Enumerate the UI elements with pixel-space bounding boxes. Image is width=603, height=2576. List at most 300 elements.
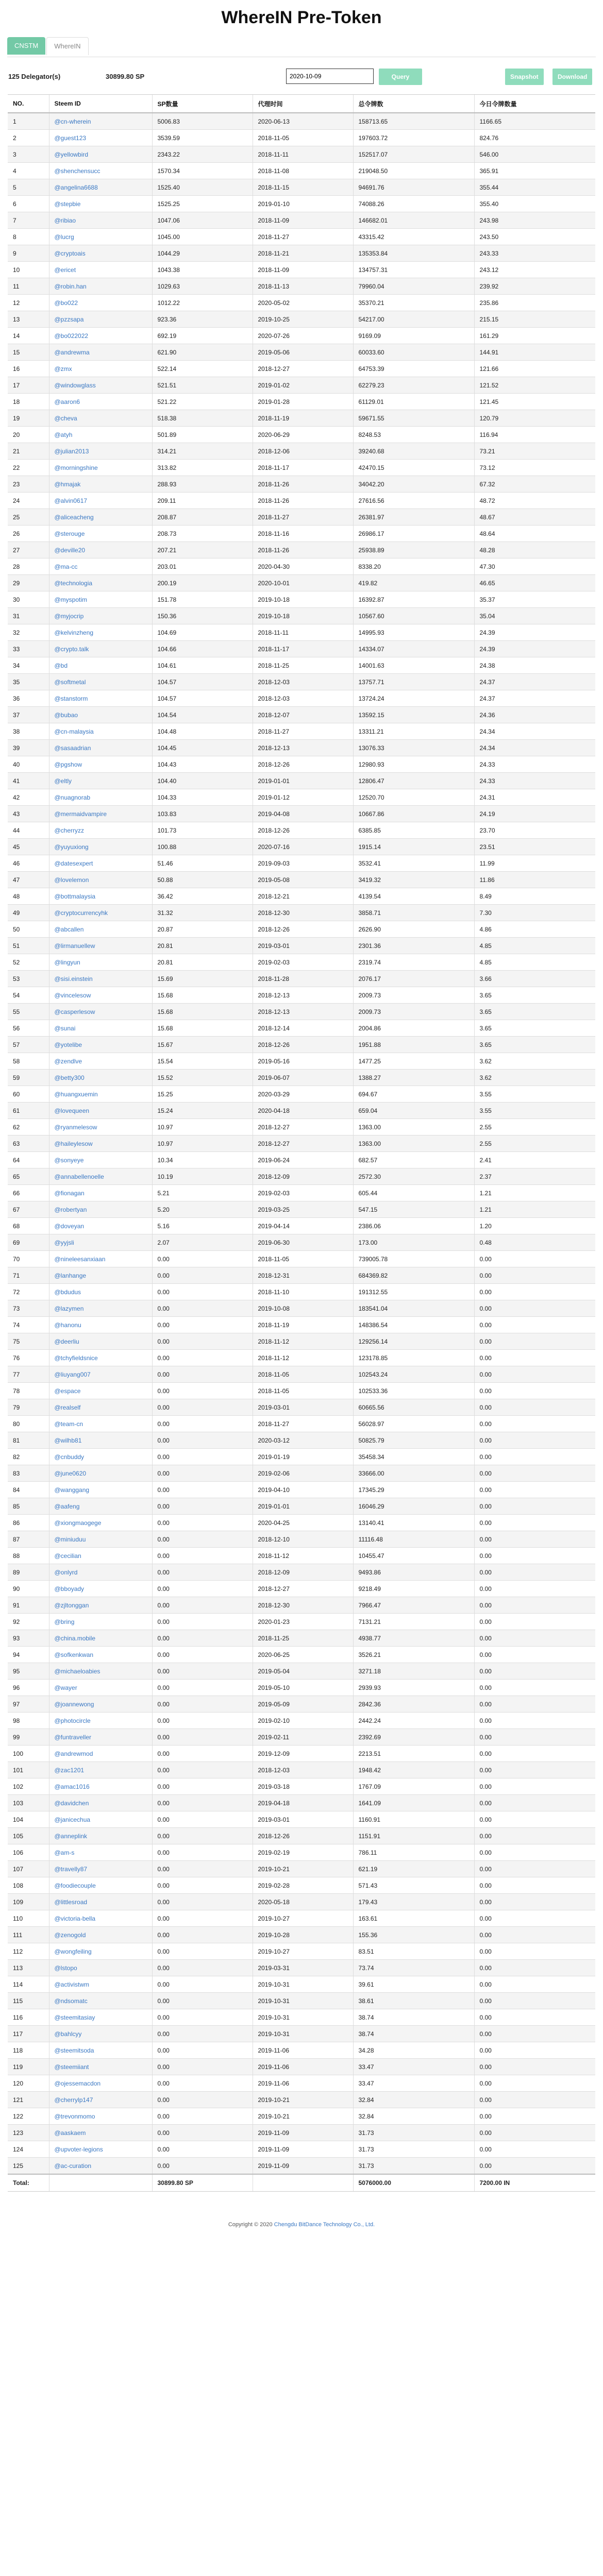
row-no: 48 xyxy=(8,888,49,905)
row-today-tokens: 0.00 xyxy=(474,1333,595,1350)
row-total-tokens: 219048.50 xyxy=(353,163,474,179)
steem-id-link[interactable]: @andrewmod xyxy=(54,1750,93,1757)
row-today-tokens: 0.00 xyxy=(474,1828,595,1844)
row-date: 2018-11-17 xyxy=(253,641,353,657)
row-date: 2019-10-31 xyxy=(253,1976,353,1993)
steem-id-link[interactable]: @pgshow xyxy=(54,760,82,768)
row-no: 106 xyxy=(8,1844,49,1861)
row-no: 34 xyxy=(8,657,49,674)
steem-id-link[interactable]: @amac1016 xyxy=(54,1783,90,1790)
steem-id-cell xyxy=(49,130,152,146)
steem-id-link[interactable]: @zmx xyxy=(54,365,72,372)
steem-id-link[interactable]: @myjocrip xyxy=(54,612,84,620)
steem-id-link[interactable]: @wanggang xyxy=(54,1486,90,1494)
row-date: 2018-12-21 xyxy=(253,888,353,905)
row-no: 53 xyxy=(8,971,49,987)
steem-id-link[interactable]: @sunai xyxy=(54,1024,76,1032)
steem-id-link[interactable]: @hmajak xyxy=(54,480,81,488)
steem-id-link[interactable]: @yotelibe xyxy=(54,1041,82,1048)
steem-id-link[interactable]: @cecilian xyxy=(54,1552,81,1560)
row-sp: 0.00 xyxy=(152,1910,253,1927)
table-row xyxy=(8,146,595,163)
steem-id-link[interactable]: @lazymen xyxy=(54,1304,84,1312)
steem-id-link[interactable]: @sonyeye xyxy=(54,1156,84,1164)
table-row xyxy=(8,1366,595,1383)
steem-id-link[interactable]: @shenchensucc xyxy=(54,167,100,175)
steem-id-cell xyxy=(49,2108,152,2125)
steem-id-link[interactable]: @softmetal xyxy=(54,678,86,686)
download-button[interactable]: Download xyxy=(552,69,592,85)
row-date: 2018-11-05 xyxy=(253,1251,353,1267)
row-total-tokens: 34042.20 xyxy=(353,476,474,493)
steem-id-link[interactable]: @doveyan xyxy=(54,1222,85,1230)
row-no: 122 xyxy=(8,2108,49,2125)
row-today-tokens: 3.66 xyxy=(474,971,595,987)
row-today-tokens: 23.70 xyxy=(474,822,595,839)
row-no: 104 xyxy=(8,1811,49,1828)
steem-id-cell xyxy=(49,212,152,229)
row-no: 110 xyxy=(8,1910,49,1927)
steem-id-link[interactable]: @davidchen xyxy=(54,1799,89,1807)
tab-wherein[interactable]: WhereIN xyxy=(46,37,88,55)
row-sp: 0.00 xyxy=(152,1548,253,1564)
row-total-tokens: 32.84 xyxy=(353,2108,474,2125)
row-no: 95 xyxy=(8,1663,49,1680)
row-date: 2019-06-07 xyxy=(253,1070,353,1086)
steem-id-link[interactable]: @huangxuemin xyxy=(54,1090,98,1098)
steem-id-link[interactable]: @cnbuddy xyxy=(54,1453,85,1461)
steem-id-link[interactable]: @wilhb81 xyxy=(54,1436,82,1444)
steem-id-link[interactable]: @anneplink xyxy=(54,1832,88,1840)
row-no: 73 xyxy=(8,1300,49,1317)
steem-id-link[interactable]: @wayer xyxy=(54,1684,77,1691)
steem-id-link[interactable]: @cherryzz xyxy=(54,826,85,834)
row-sp: 207.21 xyxy=(152,542,253,558)
steem-id-cell xyxy=(49,2075,152,2092)
row-no: 120 xyxy=(8,2075,49,2092)
table-row xyxy=(8,839,595,855)
steem-id-link[interactable]: @am-s xyxy=(54,1849,75,1856)
row-total-tokens: 1363.00 xyxy=(353,1119,474,1136)
steem-id-link[interactable]: @deerliu xyxy=(54,1337,79,1345)
table-row xyxy=(8,2026,595,2042)
steem-id-link[interactable]: @cherrylp147 xyxy=(54,2096,93,2104)
row-total-tokens: 27616.56 xyxy=(353,493,474,509)
steem-id-link[interactable]: @pzzsapa xyxy=(54,315,84,323)
steem-id-link[interactable]: @technologia xyxy=(54,579,93,587)
steem-id-link[interactable]: @morningshine xyxy=(54,464,98,471)
steem-id-cell xyxy=(49,888,152,905)
table-row xyxy=(8,1877,595,1894)
row-total-tokens: 1951.88 xyxy=(353,1037,474,1053)
row-today-tokens: 121.52 xyxy=(474,377,595,394)
steem-id-link[interactable]: @team-cn xyxy=(54,1420,83,1428)
steem-id-cell xyxy=(49,690,152,707)
steem-id-link[interactable]: @steemitasiay xyxy=(54,2013,95,2021)
table-row xyxy=(8,262,595,278)
steem-id-link[interactable]: @robertyan xyxy=(54,1206,87,1213)
steem-id-link[interactable]: @yuyuxiong xyxy=(54,843,89,851)
steem-id-link[interactable]: @windowglass xyxy=(54,381,96,389)
steem-id-link[interactable]: @bdudus xyxy=(54,1288,81,1296)
row-today-tokens: 243.33 xyxy=(474,245,595,262)
row-total-tokens: 7131.21 xyxy=(353,1614,474,1630)
row-sp: 0.00 xyxy=(152,1531,253,1548)
row-date: 2018-12-03 xyxy=(253,674,353,690)
steem-id-link[interactable]: @espace xyxy=(54,1387,81,1395)
row-date: 2018-11-05 xyxy=(253,130,353,146)
row-no: 71 xyxy=(8,1267,49,1284)
steem-id-link[interactable]: @andrewma xyxy=(54,348,90,356)
steem-id-link[interactable]: @trevonmomo xyxy=(54,2112,95,2120)
steem-id-link[interactable]: @mermaidvampire xyxy=(54,810,107,818)
steem-id-link[interactable]: @lovequeen xyxy=(54,1107,90,1114)
steem-id-link[interactable]: @ma-cc xyxy=(54,563,78,570)
steem-id-link[interactable]: @aaron6 xyxy=(54,398,80,405)
row-date: 2018-11-05 xyxy=(253,1383,353,1399)
row-today-tokens: 0.00 xyxy=(474,1267,595,1284)
table-row xyxy=(8,1993,595,2009)
steem-id-cell xyxy=(49,921,152,938)
row-no: 79 xyxy=(8,1399,49,1416)
steem-id-cell xyxy=(49,707,152,723)
total-label: Total: xyxy=(8,2174,49,2192)
row-no: 74 xyxy=(8,1317,49,1333)
steem-id-link[interactable]: @atyh xyxy=(54,431,73,438)
steem-id-link[interactable]: @photocircle xyxy=(54,1717,91,1724)
snapshot-button[interactable]: Snapshot xyxy=(505,69,544,85)
row-date: 2018-12-27 xyxy=(253,1119,353,1136)
row-no: 58 xyxy=(8,1053,49,1070)
row-no: 41 xyxy=(8,773,49,789)
steem-id-link[interactable]: @xiongmaogege xyxy=(54,1519,102,1527)
steem-id-cell xyxy=(49,1778,152,1795)
row-today-tokens: 0.00 xyxy=(474,1383,595,1399)
steem-id-link[interactable]: @yellowbird xyxy=(54,150,89,158)
row-today-tokens: 24.36 xyxy=(474,707,595,723)
steem-id-link[interactable]: @aaskaem xyxy=(54,2129,86,2137)
steem-id-link[interactable]: @ryanmelesow xyxy=(54,1123,97,1131)
steem-id-link[interactable]: @datesexpert xyxy=(54,859,93,867)
steem-id-cell xyxy=(49,295,152,311)
row-today-tokens: 0.00 xyxy=(474,1927,595,1943)
steem-id-link[interactable]: @aafeng xyxy=(54,1502,80,1510)
row-today-tokens: 0.00 xyxy=(474,1647,595,1663)
steem-id-link[interactable]: @cheva xyxy=(54,414,77,422)
steem-id-link[interactable]: @ndsomatc xyxy=(54,1997,88,2005)
steem-id-link[interactable]: @bboyady xyxy=(54,1585,85,1592)
row-date: 2020-04-18 xyxy=(253,1103,353,1119)
steem-id-link[interactable]: @hanonu xyxy=(54,1321,81,1329)
steem-id-link[interactable]: @foodiecouple xyxy=(54,1882,96,1889)
steem-id-link[interactable]: @cryptocurrencyhk xyxy=(54,909,108,917)
table-row xyxy=(8,954,595,971)
row-sp: 0.00 xyxy=(152,1927,253,1943)
table-body xyxy=(8,113,595,2174)
table-row xyxy=(8,905,595,921)
row-today-tokens: 0.00 xyxy=(474,1614,595,1630)
steem-id-link[interactable]: @lirmanuellew xyxy=(54,942,95,950)
row-date: 2020-03-12 xyxy=(253,1432,353,1449)
total-empty-date xyxy=(253,2174,353,2192)
table-row xyxy=(8,1416,595,1432)
steem-id-link[interactable]: @lanhange xyxy=(54,1272,87,1279)
table-row xyxy=(8,1103,595,1119)
steem-id-link[interactable]: @bo022 xyxy=(54,299,78,307)
steem-id-cell xyxy=(49,1828,152,1844)
row-sp: 104.57 xyxy=(152,690,253,707)
steem-id-link[interactable]: @abcallen xyxy=(54,925,84,933)
steem-id-link[interactable]: @sterouge xyxy=(54,530,85,537)
steem-id-link[interactable]: @activistwm xyxy=(54,1980,90,1988)
steem-id-cell xyxy=(49,2141,152,2158)
company-link[interactable]: Chengdu BitDance Technology Co., Ltd. xyxy=(274,2222,375,2228)
steem-id-link[interactable]: @victoria-bella xyxy=(54,1914,96,1922)
row-today-tokens: 2.55 xyxy=(474,1136,595,1152)
row-no: 99 xyxy=(8,1729,49,1745)
row-sp: 0.00 xyxy=(152,2158,253,2175)
steem-id-link[interactable]: @kelvinzheng xyxy=(54,629,94,636)
steem-id-link[interactable]: @zjltonggan xyxy=(54,1601,89,1609)
row-sp: 0.00 xyxy=(152,2009,253,2026)
table-row xyxy=(8,756,595,773)
steem-id-link[interactable]: @stanstorm xyxy=(54,694,88,702)
table-row xyxy=(8,1185,595,1201)
steem-id-cell xyxy=(49,1713,152,1729)
row-sp: 0.00 xyxy=(152,1432,253,1449)
row-sp: 0.00 xyxy=(152,2075,253,2092)
row-no: 24 xyxy=(8,493,49,509)
table-row xyxy=(8,872,595,888)
steem-id-link[interactable]: @michaeloabies xyxy=(54,1667,100,1675)
steem-id-link[interactable]: @janicechua xyxy=(54,1816,91,1823)
row-no: 43 xyxy=(8,806,49,822)
steem-id-link[interactable]: @yyjsli xyxy=(54,1239,74,1246)
row-no: 125 xyxy=(8,2158,49,2175)
steem-id-link[interactable]: @crypto.talk xyxy=(54,645,89,653)
row-total-tokens: 17345.29 xyxy=(353,1482,474,1498)
steem-id-link[interactable]: @bubao xyxy=(54,711,78,719)
row-date: 2019-03-31 xyxy=(253,1960,353,1976)
steem-id-link[interactable]: @alvin0617 xyxy=(54,497,88,504)
steem-id-link[interactable]: @annabellenoelle xyxy=(54,1173,104,1180)
steem-id-link[interactable]: @deville20 xyxy=(54,546,86,554)
row-total-tokens: 14001.63 xyxy=(353,657,474,674)
row-no: 118 xyxy=(8,2042,49,2059)
row-date: 2018-11-09 xyxy=(253,262,353,278)
row-total-tokens: 1151.91 xyxy=(353,1828,474,1844)
steem-id-link[interactable]: @lstopo xyxy=(54,1964,77,1972)
steem-id-cell xyxy=(49,427,152,443)
row-today-tokens: 0.00 xyxy=(474,1993,595,2009)
row-no: 32 xyxy=(8,624,49,641)
row-sp: 104.48 xyxy=(152,723,253,740)
row-date: 2019-10-28 xyxy=(253,1927,353,1943)
row-total-tokens: 129256.14 xyxy=(353,1333,474,1350)
row-total-tokens: 179.43 xyxy=(353,1894,474,1910)
row-total-tokens: 13724.24 xyxy=(353,690,474,707)
steem-id-link[interactable]: @zenogold xyxy=(54,1931,86,1939)
steem-id-link[interactable]: @zac1201 xyxy=(54,1766,85,1774)
row-date: 2018-11-27 xyxy=(253,509,353,526)
row-date: 2019-04-08 xyxy=(253,806,353,822)
steem-id-link[interactable]: @joannewong xyxy=(54,1700,94,1708)
table-row xyxy=(8,245,595,262)
steem-id-link[interactable]: @lingyun xyxy=(54,958,80,966)
row-sp: 20.87 xyxy=(152,921,253,938)
steem-id-link[interactable]: @funtraveller xyxy=(54,1733,92,1741)
row-date: 2019-05-04 xyxy=(253,1663,353,1680)
date-input[interactable] xyxy=(286,69,374,84)
row-sp: 314.21 xyxy=(152,443,253,460)
row-date: 2018-11-19 xyxy=(253,410,353,427)
steem-id-link[interactable]: @bottmalaysia xyxy=(54,892,96,900)
steem-id-link[interactable]: @china.mobile xyxy=(54,1634,96,1642)
row-no: 105 xyxy=(8,1828,49,1844)
steem-id-link[interactable]: @bahlcyy xyxy=(54,2030,82,2038)
steem-id-link[interactable]: @betty300 xyxy=(54,1074,85,1081)
row-no: 60 xyxy=(8,1086,49,1103)
row-today-tokens: 239.92 xyxy=(474,278,595,295)
table-row xyxy=(8,2158,595,2175)
steem-id-cell xyxy=(49,1515,152,1531)
row-today-tokens: 0.00 xyxy=(474,1581,595,1597)
steem-id-link[interactable]: @ribiao xyxy=(54,216,76,224)
steem-id-link[interactable]: @sasaadrian xyxy=(54,744,91,752)
steem-id-cell xyxy=(49,146,152,163)
steem-id-link[interactable]: @vincelesow xyxy=(54,991,91,999)
steem-id-link[interactable]: @cn-wherein xyxy=(54,117,91,125)
steem-id-link[interactable]: @casperlesow xyxy=(54,1008,95,1015)
steem-id-link[interactable]: @cn-malaysia xyxy=(54,727,94,735)
steem-id-link[interactable]: @zendlve xyxy=(54,1057,82,1065)
steem-id-link[interactable]: @aliceacheng xyxy=(54,513,94,521)
steem-id-link[interactable]: @littlesroad xyxy=(54,1898,88,1906)
table-row xyxy=(8,163,595,179)
row-total-tokens: 33.47 xyxy=(353,2059,474,2075)
steem-id-link[interactable]: @haileylesow xyxy=(54,1140,93,1147)
table-row xyxy=(8,921,595,938)
steem-id-link[interactable]: @steemiiant xyxy=(54,2063,89,2071)
tab-cnstm[interactable]: CNSTM xyxy=(7,37,45,55)
steem-id-link[interactable]: @sisi.einstein xyxy=(54,975,93,982)
steem-id-link[interactable]: @angelina6688 xyxy=(54,183,98,191)
steem-id-link[interactable]: @lovelemon xyxy=(54,876,89,884)
row-no: 81 xyxy=(8,1432,49,1449)
steem-id-link[interactable]: @nineleesanxiaan xyxy=(54,1255,106,1263)
table-row xyxy=(8,888,595,905)
row-sp: 0.00 xyxy=(152,1877,253,1894)
row-date: 2018-11-19 xyxy=(253,1317,353,1333)
row-sp: 0.00 xyxy=(152,1993,253,2009)
row-date: 2020-04-25 xyxy=(253,1515,353,1531)
query-button[interactable]: Query xyxy=(379,69,422,85)
steem-id-cell xyxy=(49,1399,152,1416)
steem-id-link[interactable]: @tchyfieldsnice xyxy=(54,1354,98,1362)
row-today-tokens: 0.00 xyxy=(474,1564,595,1581)
row-sp: 1012.22 xyxy=(152,295,253,311)
steem-id-link[interactable]: @ojessemacdon xyxy=(54,2079,101,2087)
row-total-tokens: 62279.23 xyxy=(353,377,474,394)
steem-id-link[interactable]: @bo022022 xyxy=(54,332,89,340)
row-no: 103 xyxy=(8,1795,49,1811)
steem-id-link[interactable]: @bd xyxy=(54,662,68,669)
steem-id-link[interactable]: @liuyang007 xyxy=(54,1370,91,1378)
steem-id-link[interactable]: @onlyrd xyxy=(54,1568,78,1576)
row-today-tokens: 47.30 xyxy=(474,558,595,575)
row-today-tokens: 243.50 xyxy=(474,229,595,245)
steem-id-link[interactable]: @cryptoais xyxy=(54,249,86,257)
steem-id-link[interactable]: @realself xyxy=(54,1403,81,1411)
row-sp: 1525.40 xyxy=(152,179,253,196)
steem-id-cell xyxy=(49,773,152,789)
row-sp: 20.81 xyxy=(152,938,253,954)
row-today-tokens: 2.41 xyxy=(474,1152,595,1168)
steem-id-link[interactable]: @fionagan xyxy=(54,1189,85,1197)
steem-id-link[interactable]: @miniuduu xyxy=(54,1535,86,1543)
steem-id-link[interactable]: @eltly xyxy=(54,777,72,785)
row-today-tokens: 161.29 xyxy=(474,328,595,344)
table-row xyxy=(8,2108,595,2125)
table-row xyxy=(8,1647,595,1663)
row-total-tokens: 35370.21 xyxy=(353,295,474,311)
steem-id-link[interactable]: @sofkenkwan xyxy=(54,1651,94,1658)
steem-id-link[interactable]: @stepbie xyxy=(54,200,81,208)
steem-id-cell xyxy=(49,2125,152,2141)
row-date: 2020-10-01 xyxy=(253,575,353,591)
row-date: 2018-11-15 xyxy=(253,179,353,196)
steem-id-link[interactable]: @guest123 xyxy=(54,134,87,142)
row-total-tokens: 14334.07 xyxy=(353,641,474,657)
table-row xyxy=(8,542,595,558)
row-date: 2019-11-09 xyxy=(253,2125,353,2141)
steem-id-link[interactable]: @june0620 xyxy=(54,1469,87,1477)
row-sp: 0.00 xyxy=(152,1449,253,1465)
row-today-tokens: 0.00 xyxy=(474,1960,595,1976)
total-empty-id xyxy=(49,2174,152,2192)
steem-id-cell xyxy=(49,2158,152,2175)
steem-id-cell xyxy=(49,641,152,657)
row-total-tokens: 419.82 xyxy=(353,575,474,591)
row-total-tokens: 13076.33 xyxy=(353,740,474,756)
row-total-tokens: 10567.60 xyxy=(353,608,474,624)
row-today-tokens: 24.34 xyxy=(474,723,595,740)
row-no: 78 xyxy=(8,1383,49,1399)
steem-id-link[interactable]: @upvoter-legions xyxy=(54,2145,103,2153)
row-total-tokens: 2004.86 xyxy=(353,1020,474,1037)
table-header-row xyxy=(8,95,595,113)
row-sp: 208.73 xyxy=(152,526,253,542)
steem-id-link[interactable]: @travelly87 xyxy=(54,1865,88,1873)
steem-id-link[interactable]: @ac-curation xyxy=(54,2162,92,2170)
table-row xyxy=(8,938,595,954)
steem-id-link[interactable]: @robin.han xyxy=(54,282,87,290)
steem-id-link[interactable]: @ericet xyxy=(54,266,76,274)
row-today-tokens: 0.00 xyxy=(474,1894,595,1910)
steem-id-link[interactable]: @lucrg xyxy=(54,233,74,241)
steem-id-link[interactable]: @wongfeiling xyxy=(54,1947,92,1955)
steem-id-link[interactable]: @steemitsoda xyxy=(54,2046,94,2054)
row-date: 2019-02-28 xyxy=(253,1877,353,1894)
row-sp: 31.32 xyxy=(152,905,253,921)
row-sp: 0.00 xyxy=(152,1663,253,1680)
steem-id-link[interactable]: @myspotim xyxy=(54,596,88,603)
steem-id-link[interactable]: @nuagnorab xyxy=(54,793,91,801)
row-today-tokens: 4.86 xyxy=(474,921,595,938)
steem-id-link[interactable]: @bring xyxy=(54,1618,75,1625)
steem-id-link[interactable]: @julian2013 xyxy=(54,447,89,455)
table-row xyxy=(8,526,595,542)
